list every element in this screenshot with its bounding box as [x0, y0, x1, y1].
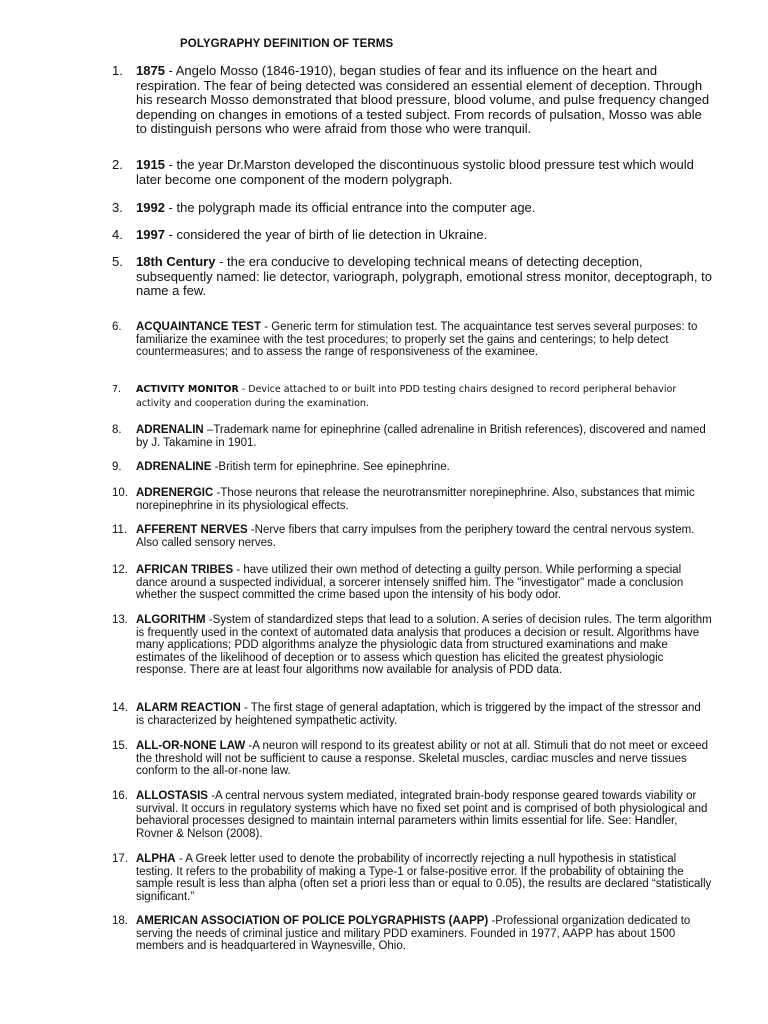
- list-item: [112, 255, 712, 299]
- list-item: [112, 915, 712, 953]
- list-item: [112, 564, 712, 602]
- list-item: [112, 614, 712, 677]
- item-text: -A neuron will respond to its greatest ability or not at all. Stimuli that do not meet or exceed the threshold will not be sufficient to cause a response. Skeletal muscles, cardiac muscles and nerve tissues conform to the all-or-none law.: [136, 740, 709, 778]
- item-text: - considered the year of birth of lie detection in Ukraine.: [164, 227, 488, 242]
- item-number: 11.: [112, 524, 128, 536]
- item-number: 2.: [112, 157, 123, 172]
- item-term: ACTIVITY MONITOR: [136, 384, 239, 395]
- item-body: [136, 383, 712, 411]
- item-term: 18th Century: [136, 254, 216, 269]
- item-number: 8.: [112, 424, 122, 436]
- list-item: [112, 201, 712, 216]
- item-text: -A central nervous system mediated, integrated brain-body response geared towards viability or survival. It occurs in regulatory systems which have no fixed set point and is comprised of both physiological and behavioral processes designed to maintain internal parameters within limits essential for life. See: Handler, Rovner & Nelson (2008).: [136, 790, 708, 840]
- item-body: [136, 64, 712, 137]
- list-item: [112, 424, 712, 449]
- list-item: [112, 461, 712, 474]
- item-body: [136, 524, 712, 549]
- item-number: 7.: [112, 384, 122, 395]
- item-number: 15.: [112, 740, 128, 752]
- item-number: 18.: [112, 915, 128, 927]
- item-term: ALLOSTASIS: [136, 790, 208, 802]
- item-term: ADRENALIN: [136, 424, 204, 436]
- item-term: 1997: [136, 227, 165, 242]
- item-text: -System of standardized steps that lead to a solution. A series of decision rules. The term algorithm is frequently used in the context of automated data analysis that produces a decision or result. Algorithms have many applications; PDD algorithms analyze the physiologic data from structured examinations and make estimates of the likelihood of deception or to assess which question has elicited the greatest physiologic response. There are at least four algorithms now available for analysis of PDD data.: [136, 614, 712, 677]
- item-term: AMERICAN ASSOCIATION OF POLICE POLYGRAPHISTS (AAPP): [136, 915, 489, 927]
- item-text: -British term for epinephrine. See epinephrine.: [211, 461, 450, 473]
- list-item: [112, 702, 712, 727]
- item-text: - the era conducive to developing technical means of detecting deception, subsequently named: lie detector, variograph, polygraph, emotional stress monitor, deceptograph, to name a few.: [136, 254, 712, 299]
- item-text: - Angelo Mosso (1846-1910), began studies of fear and its influence on the heart and respiration. The fear of being detected was considered an essential element of deception. Through his research Mosso demonstrated that blood pressure, blood volume, and pulse frequency changed depending on changes in emotions of a tested subject. From records of pulsation, Mosso was able to distinguish persons who were afraid from those who were tranquil.: [136, 63, 710, 137]
- item-number: 16.: [112, 790, 128, 802]
- item-text: -Professional organization dedicated to serving the needs of criminal justice and military PDD examiners. Founded in 1977, AAPP has about 1500 members and is headquartered in Waynesville, Ohio.: [136, 915, 691, 953]
- item-number: 14.: [112, 702, 128, 714]
- item-term: 1875: [136, 63, 165, 78]
- list-item: [112, 524, 712, 549]
- item-text: - A Greek letter used to denote the probability of incorrectly rejecting a null hypothesis in statistical testing. It refers to the probability of making a Type-1 or false-positive error. If the probability of obtaining the sample result is less than alpha (often set a priori less than or equal to 0.05), the results are declared “statistically significant.”: [136, 853, 712, 903]
- item-body: [136, 853, 712, 903]
- item-text: - Generic term for stimulation test. The acquaintance test serves several purposes: to familiarize the examinee with the test procedures; to properly set the gains and centerings; to help detect countermeasures; and to assess the range of responsiveness of the examinee.: [136, 321, 698, 359]
- item-body: [136, 201, 712, 216]
- item-number: 4.: [112, 227, 123, 242]
- list-item: [112, 64, 712, 137]
- item-term: ALPHA: [136, 853, 176, 865]
- item-body: [136, 461, 712, 474]
- list-item: [112, 487, 712, 512]
- item-number: 6.: [112, 321, 122, 333]
- item-term: ADRENERGIC: [136, 487, 214, 499]
- item-body: [136, 487, 712, 512]
- list-item: [112, 853, 712, 903]
- item-number: 1.: [112, 63, 123, 78]
- item-term: ALL-OR-NONE LAW: [136, 740, 246, 752]
- item-text: - have utilized their own method of detecting a guilty person. While performing a special dance around a suspected individual, a sorcerer intensely sniffed him. The "investigator" made a conclusion whether the suspect committed the crime based upon the intensity of his body odor.: [136, 564, 684, 602]
- item-text: - the year Dr.Marston developed the discontinuous systolic blood pressure test which would later become one component of the modern polygraph.: [136, 157, 694, 187]
- item-term: ADRENALINE: [136, 461, 212, 473]
- item-term: 1915: [136, 157, 165, 172]
- item-term: AFFERENT NERVES: [136, 524, 248, 536]
- item-body: [136, 228, 712, 243]
- item-number: 10.: [112, 487, 128, 499]
- item-body: [136, 255, 712, 299]
- list-item: [112, 228, 712, 243]
- item-text: -Those neurons that release the neurotransmitter norepinephrine. Also, substances that mimic norepinephrine in its physiological effects.: [136, 487, 695, 512]
- item-text: - the polygraph made its official entrance into the computer age.: [164, 200, 536, 215]
- item-body: [136, 564, 712, 602]
- item-body: [136, 790, 712, 840]
- item-number: 13.: [112, 614, 128, 626]
- item-number: 12.: [112, 564, 128, 576]
- item-body: [136, 424, 712, 449]
- item-term: ALARM REACTION: [136, 702, 241, 714]
- item-text: - Device attached to or built into PDD testing chairs designed to record peripheral behavior activity and cooperation during the examination.: [136, 384, 677, 409]
- list-item: [112, 383, 712, 411]
- item-number: 9.: [112, 461, 122, 473]
- page-title: POLYGRAPHY DEFINITION OF TERMS: [180, 38, 394, 50]
- item-body: [136, 915, 712, 953]
- item-body: [136, 702, 712, 727]
- item-text: -Nerve fibers that carry impulses from the periphery toward the central nervous system. Also called sensory nerves.: [136, 524, 695, 549]
- item-term: AFRICAN TRIBES: [136, 564, 234, 576]
- item-body: [136, 740, 712, 778]
- item-text: - The first stage of general adaptation, which is triggered by the impact of the stressor and is characterized by heightened sympathetic activity.: [136, 702, 701, 727]
- item-term: 1992: [136, 200, 165, 215]
- list-item: [112, 321, 712, 359]
- list-item: [112, 790, 712, 840]
- list-item: [112, 158, 712, 187]
- item-body: [136, 158, 712, 187]
- item-number: 3.: [112, 200, 123, 215]
- item-body: [136, 321, 712, 359]
- item-body: [136, 614, 712, 677]
- item-number: 17.: [112, 853, 128, 865]
- item-text: –Trademark name for epinephrine (called adrenaline in British references), discovered and named by J. Takamine in 1901.: [136, 424, 706, 449]
- item-term: ACQUAINTANCE TEST: [136, 321, 262, 333]
- list-item: [112, 740, 712, 778]
- item-number: 5.: [112, 254, 123, 269]
- item-term: ALGORITHM: [136, 614, 206, 626]
